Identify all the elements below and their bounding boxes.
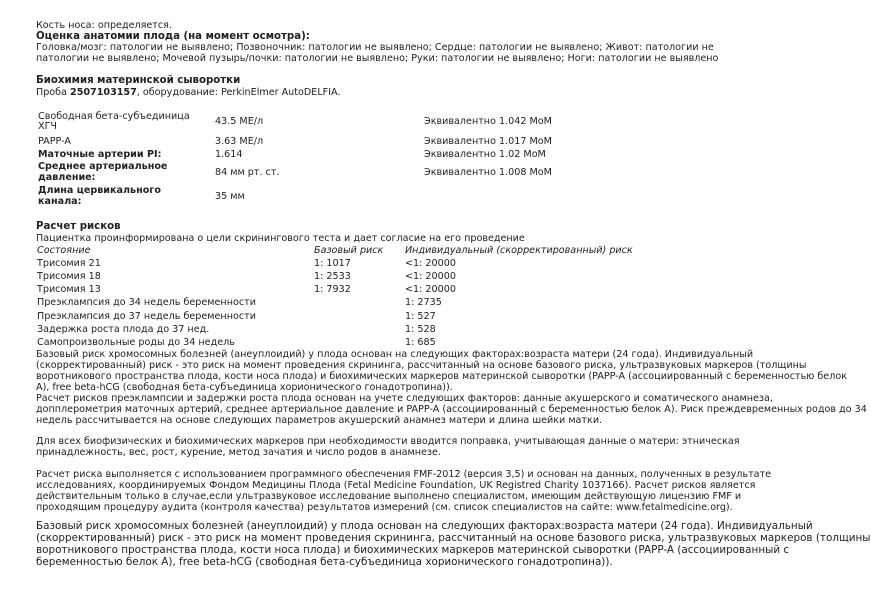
note-line: Для всех биофизических и биохимических маркеров при необходимости вводится поправка, учитывающая данные о матери: этническая [36, 436, 740, 447]
risk-individual: 1: 527 [405, 311, 436, 322]
note-line: A), free beta-hCG (свободная бета-субъединица хорионического гонадотропина)). [36, 382, 453, 393]
risk-base: 1: 7932 [314, 284, 351, 295]
note-line: принадлежность, вес, рост, курение, метод зачатия и число родов в анамнезе. [36, 447, 441, 458]
biochem-mom: Эквивалентно 1.008 MoM [424, 167, 552, 178]
risk-individual: 1: 2735 [405, 297, 442, 308]
biochem-label: Длина цервикального канала: [38, 185, 161, 207]
anatomy-line: Головка/мозг: патологии не выявлено; Позвоночник: патологии не выявлено; Сердце: патологии не выявлено; Живот: патологии не [36, 42, 714, 53]
biochem-heading: Биохимия материнской сыворотки [36, 75, 241, 86]
note-line: воротникового пространства плода, кости носа плода) и биохимических маркеров материнской сыворотки (PAPP-A (ассоциированный с беременностью белок [36, 371, 848, 382]
anatomy-heading: Оценка анатомии плода (на момент осмотра): [36, 31, 310, 42]
note-line: недель рассчитывается на основе следующих параметров акушерский анамнез матери и длина шейки матки. [36, 415, 603, 426]
risk-condition: Самопроизвольные роды до 34 недель [37, 337, 235, 348]
nose-bone-line: Кость носа: определяется. [36, 20, 172, 31]
biochem-label: Маточные артерии PI: [38, 149, 162, 160]
note-line: проходящим процедуру аудита (контроля качества) результатов измерений (см. список специалистов на сайте: www.fetalmedicine.org). [36, 502, 733, 513]
biochem-value: 3.63 МЕ/л [215, 136, 264, 147]
summary-line: воротникового пространства плода, кости носа плода) и биохимических маркеров материнской сыворотки (PAPP-A (ассоциированный с [36, 544, 790, 556]
note-line: действительным только в случае,если ультразвуковое исследование выполнено специалистом, имеющим действующую лицензию FMF и [36, 491, 742, 502]
biochem-value: 43.5 МЕ/л [215, 116, 264, 127]
note-line: исследованиях, координируемых Фондом Медицины Плода (Fetal Medicine Foundation, UK Registred Charity 1037166). Расчет рисков является [36, 480, 756, 491]
anatomy-line: патологии не выявлено; Мочевой пузырь/почки: патологии не выявлено; Руки: патологии не выявлено; Ноги: патологии не выявлено [36, 53, 719, 64]
risk-condition: Преэклампсия до 34 недель беременности [37, 297, 256, 308]
risk-col-header: Индивидуальный (скорректированный) риск [405, 245, 633, 256]
sample-label: Проба [36, 87, 71, 98]
biochem-label: Среднее артериальное давление: [38, 161, 168, 183]
risk-individual: <1: 20000 [405, 258, 456, 269]
note-line: (скорректированный) риск - это риск на момент проведения скрининга, рассчитанный на основе базового риска, ультразвуковых маркеров (толщины [36, 360, 807, 371]
equipment-text: , оборудование: PerkinElmer AutoDELFIA. [136, 87, 341, 98]
risk-condition: Преэклампсия до 37 недель беременности [37, 311, 256, 322]
risk-col-header: Базовый риск [314, 245, 384, 256]
biochem-mom: Эквивалентно 1.017 MoM [424, 136, 552, 147]
biochem-value: 1.614 [215, 149, 243, 160]
note-line: Базовый риск хромосомных болезней (анеуплоидий) у плода основан на следующих факторах:возраста матери (24 года). Индивидуальный [36, 349, 754, 360]
risk-condition: Трисомия 13 [37, 284, 101, 295]
risk-individual: 1: 528 [405, 324, 436, 335]
summary-line: беременностью белок А), free beta-hCG (свободная бета-субъединица хорионического гонадотропина)). [36, 556, 613, 568]
consent-line: Пациентка проинформирована о цели скринингового теста и дает согласие на его проведение [36, 233, 525, 244]
note-line: Расчет рисков преэклампсии и задержки роста плода основан на учете следующих факторов: данные акушерского и соматического анамнеза, [36, 393, 773, 404]
risk-individual: <1: 20000 [405, 271, 456, 282]
risk-col-header: Состояние [37, 245, 91, 256]
risk-condition: Трисомия 21 [37, 258, 101, 269]
biochem-mom: Эквивалентно 1.02 MoM [424, 149, 546, 160]
risk-individual: <1: 20000 [405, 284, 456, 295]
biochem-label: Свободная бета-субъединица ХГЧ [38, 111, 190, 132]
risk-heading: Расчет рисков [36, 221, 121, 232]
summary-line: (скорректированный) риск - это риск на момент проведения скрининга, рассчитанный на основе базового риска, ультразвуковых маркеров (толщины [36, 532, 871, 544]
note-line: допплерометрия маточных артерий, среднее артериальное давление и PAPP-A (ассоциированный с беременностью белок А). Риск преждевременных родов до 34 [36, 404, 867, 415]
sample-id: 2507103157 [70, 87, 137, 98]
risk-individual: 1: 685 [405, 337, 436, 348]
risk-base: 1: 2533 [314, 271, 351, 282]
risk-condition: Трисомия 18 [37, 271, 101, 282]
note-line: Расчет риска выполняется с использованием программного обеспечения FMF-2012 (версия 3,5) и основан на данных, полученных в результате [36, 469, 772, 480]
summary-line: Базовый риск хромосомных болезней (анеуплоидий) у плода основан на следующих факторах:возраста матери (24 года). Индивидуальный [36, 520, 813, 532]
biochem-mom: Эквивалентно 1.042 MoM [424, 116, 552, 127]
biochem-value: 35 мм [215, 191, 245, 202]
biochem-value: 84 мм рт. ст. [215, 167, 280, 178]
biochem-label: PAPP-A [38, 136, 71, 147]
sample-line [36, 87, 340, 98]
risk-condition: Задержка роста плода до 37 нед. [37, 324, 210, 335]
risk-base: 1: 1017 [314, 258, 351, 269]
